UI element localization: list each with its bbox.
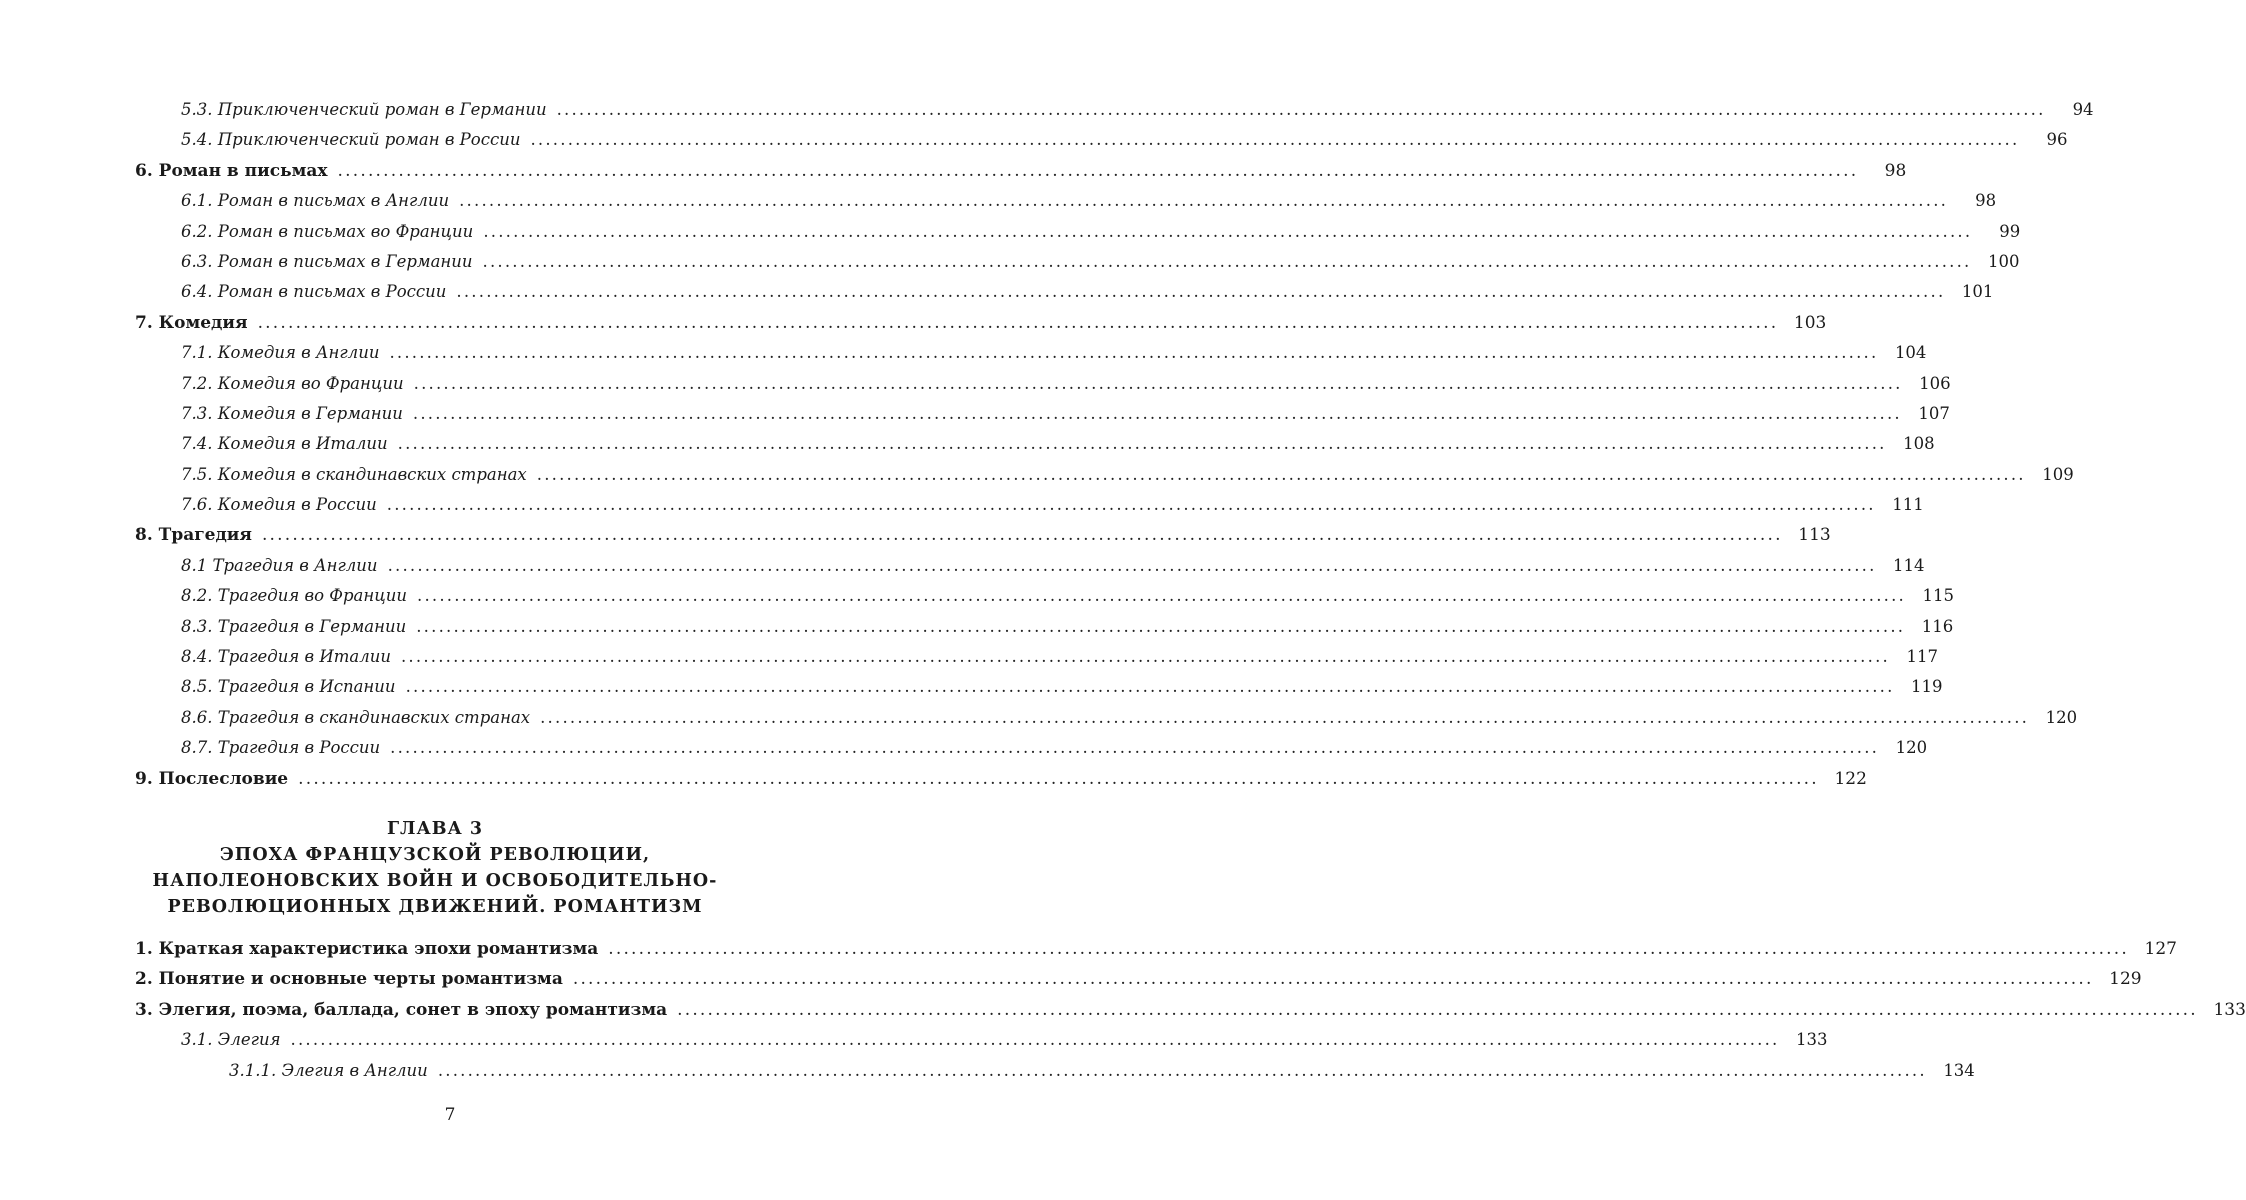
toc-entry-page: 96 <box>2046 130 2068 150</box>
toc-entry <box>135 125 2068 155</box>
toc-entry <box>135 1056 1975 1086</box>
toc-entry-title: 5.4. Приключенческий роман в России <box>181 130 521 150</box>
toc-leader-dots: ........................................................................................................................................................................................................ <box>556 100 2046 119</box>
toc-leader-dots: ........................................................................................................................................................................................................ <box>530 130 2020 150</box>
toc-entry <box>135 399 1950 429</box>
toc-entry-page: 99 <box>1999 221 2021 241</box>
toc-entry <box>135 995 2246 1025</box>
toc-entry <box>135 156 1907 186</box>
toc-entry-title: 8.2. Трагедия во Франции <box>181 586 408 606</box>
toc-entry <box>135 429 1935 459</box>
toc-leader-dots: ........................................................................................................................................................................................................ <box>483 221 1973 241</box>
toc-entry-title: 6.3. Роман в письмах в Германии <box>181 251 473 271</box>
toc-leader-dots: ........................................................................................................................................................................................................ <box>261 525 1783 546</box>
toc-leader-dots: ........................................................................................................................................................................................................ <box>572 969 2094 990</box>
toc-entry-title: 1. Краткая характеристика эпохи романтизма <box>135 938 599 959</box>
toc-entry-page: 106 <box>1919 373 1951 393</box>
toc-leader-dots: ........................................................................................................................................................................................................ <box>290 1030 1780 1050</box>
toc-entry <box>135 308 1827 338</box>
toc-entry <box>135 1025 1828 1055</box>
toc-entry-title: 7.5. Комедия в скандинавских странах <box>181 464 527 484</box>
toc-leader-dots: ........................................................................................................................................................................................................ <box>337 160 1859 181</box>
toc-list-top <box>135 95 2094 794</box>
toc-entry <box>135 95 2094 125</box>
toc-entry <box>135 460 2074 490</box>
toc-entry-page: 94 <box>2072 100 2094 119</box>
toc-entry-title: 5.3. Приключенческий роман в Германии <box>181 100 547 119</box>
chapter-heading-line: ГЛАВА 3 <box>386 818 484 839</box>
toc-list-bottom <box>135 934 2246 1086</box>
toc-entry-page: 109 <box>2042 464 2074 484</box>
toc-entry <box>135 964 2142 994</box>
toc-entry-title: 3.1. Элегия <box>181 1030 281 1050</box>
toc-entry-page: 122 <box>1834 768 1867 789</box>
toc-entry-page: 134 <box>1943 1060 1975 1080</box>
toc-entry-page: 101 <box>1961 282 1994 302</box>
toc-entry <box>135 277 1994 307</box>
toc-entry-title: 7.3. Комедия в Германии <box>181 403 403 423</box>
toc-leader-dots: ........................................................................................................................................................................................................ <box>298 768 1819 789</box>
toc-entry <box>135 369 1951 399</box>
toc-leader-dots: ........................................................................................................................................................................................................ <box>386 495 1876 515</box>
toc-entry-page: 108 <box>1903 434 1935 454</box>
toc-entry <box>135 733 1928 763</box>
toc-entry-page: 120 <box>2045 707 2078 727</box>
toc-entry <box>135 490 1924 520</box>
toc-entry-title: 3. Элегия, поэма, баллада, сонет в эпоху романтизма <box>135 999 668 1020</box>
toc-entry-page: 116 <box>1921 616 1954 636</box>
toc-entry <box>135 612 1954 642</box>
toc-entry <box>135 551 1925 581</box>
toc-entry <box>135 764 1867 794</box>
toc-entry-title: 6.4. Роман в письмах в России <box>181 282 447 302</box>
toc-leader-dots: ........................................................................................................................................................................................................ <box>608 938 2129 959</box>
chapter-heading-line: РЕВОЛЮЦИОННЫХ ДВИЖЕНИЙ. РОМАНТИЗМ <box>167 896 703 917</box>
toc-leader-dots: ........................................................................................................................................................................................................ <box>389 343 1879 363</box>
chapter-heading-line: ЭПОХА ФРАНЦУЗСКОЙ РЕВОЛЮЦИИ, <box>219 844 651 865</box>
toc-leader-dots: ........................................................................................................................................................................................................ <box>437 1060 1927 1080</box>
toc-entry-page: 98 <box>1884 160 1907 181</box>
page-number: 7 <box>444 1105 456 1125</box>
chapter-heading <box>135 816 735 920</box>
toc-entry-title: 8.3. Трагедия в Германии <box>181 616 407 636</box>
toc-entry-title: 2. Понятие и основные черты романтизма <box>135 969 563 990</box>
toc-entry-page: 117 <box>1906 647 1938 667</box>
toc-entry-page: 127 <box>2144 938 2177 959</box>
toc-entry <box>135 934 2177 964</box>
toc-entry-page: 98 <box>1975 191 1997 211</box>
toc-leader-dots: ........................................................................................................................................................................................................ <box>482 251 1972 271</box>
toc-entry <box>135 581 1954 611</box>
toc-leader-dots: ........................................................................................................................................................................................................ <box>387 555 1877 575</box>
toc-entry-page: 104 <box>1894 343 1927 363</box>
toc-leader-dots: ........................................................................................................................................................................................................ <box>416 616 1906 636</box>
toc-entry-title: 8.4. Трагедия в Италии <box>181 647 391 667</box>
toc-leader-dots: ........................................................................................................................................................................................................ <box>536 464 2026 484</box>
toc-entry-page: 113 <box>1798 525 1831 546</box>
toc-entry <box>135 703 2078 733</box>
toc-entry <box>135 338 1927 368</box>
toc-entry-title: 7.4. Комедия в Италии <box>181 434 388 454</box>
toc-entry-page: 133 <box>1796 1030 1828 1050</box>
toc-entry-title: 7.1. Комедия в Англии <box>181 343 380 363</box>
toc-entry <box>135 520 1831 550</box>
toc-leader-dots: ........................................................................................................................................................................................................ <box>400 647 1890 667</box>
toc-entry <box>135 672 1943 702</box>
toc-entry-page: 111 <box>1892 495 1924 515</box>
toc-leader-dots: ........................................................................................................................................................................................................ <box>412 403 1902 423</box>
toc-entry-title: 8.6. Трагедия в скандинавских странах <box>181 707 531 727</box>
toc-entry-title: 8.1 Трагедия в Англии <box>181 555 378 575</box>
toc-leader-dots: ........................................................................................................................................................................................................ <box>413 373 1903 393</box>
toc-entry <box>135 642 1938 672</box>
toc-leader-dots: ........................................................................................................................................................................................................ <box>257 312 1779 333</box>
toc-entry-title: 6.2. Роман в письмах во Франции <box>181 221 474 241</box>
toc-leader-dots: ........................................................................................................................................................................................................ <box>390 738 1880 758</box>
toc-leader-dots: ........................................................................................................................................................................................................ <box>405 677 1895 697</box>
toc-entry <box>135 186 1997 216</box>
toc-entry-title: 7.6. Комедия в России <box>181 495 377 515</box>
toc-leader-dots: ........................................................................................................................................................................................................ <box>459 191 1949 211</box>
toc-entry <box>135 247 2020 277</box>
chapter-heading-line: НАПОЛЕОНОВСКИХ ВОЙН И ОСВОБОДИТЕЛЬНО- <box>152 870 718 891</box>
toc-entry-title: 3.1.1. Элегия в Англии <box>229 1060 428 1080</box>
toc-leader-dots: ........................................................................................................................................................................................................ <box>677 999 2198 1020</box>
toc-entry-page: 119 <box>1911 677 1943 697</box>
toc-entry-page: 129 <box>2109 969 2142 990</box>
toc-entry-page: 114 <box>1893 555 1925 575</box>
toc-entry-page: 107 <box>1918 403 1950 423</box>
toc-entry-page: 103 <box>1793 312 1827 333</box>
toc-entry-title: 7.2. Комедия во Франции <box>181 373 404 393</box>
toc-entry <box>135 217 2021 247</box>
toc-entry-title: 6.1. Роман в письмах в Англии <box>181 191 450 211</box>
toc-leader-dots: ........................................................................................................................................................................................................ <box>397 434 1887 454</box>
toc-entry-page: 115 <box>1922 586 1954 606</box>
toc-leader-dots: ........................................................................................................................................................................................................ <box>417 586 1906 606</box>
toc-entry-page: 133 <box>2213 999 2246 1020</box>
toc-entry-title: 7. Комедия <box>135 312 248 333</box>
toc-entry-page: 120 <box>1895 738 1928 758</box>
toc-entry-title: 8. Трагедия <box>135 525 252 546</box>
toc-leader-dots: ........................................................................................................................................................................................................ <box>540 707 2030 727</box>
toc-entry-title: 8.7. Трагедия в России <box>181 738 381 758</box>
toc-leader-dots: ........................................................................................................................................................................................................ <box>456 282 1946 302</box>
toc-entry-title: 9. Послесловие <box>135 768 289 789</box>
toc-entry-title: 6. Роман в письмах <box>135 160 328 181</box>
toc-entry-title: 8.5. Трагедия в Испании <box>181 677 396 697</box>
toc-entry-page: 100 <box>1988 251 2020 271</box>
table-of-contents <box>135 95 2246 1086</box>
